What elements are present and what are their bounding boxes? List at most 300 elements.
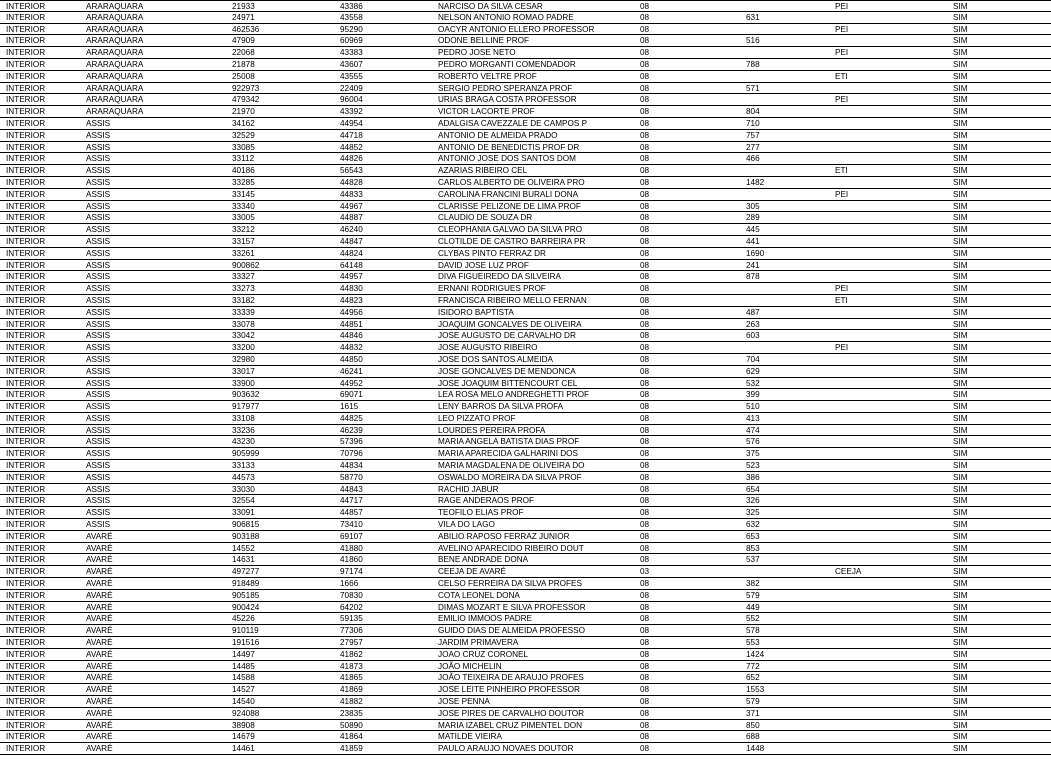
count-cell: 579 bbox=[746, 697, 760, 707]
school-name-cell: JOSE AUGUSTO RIBEIRO bbox=[438, 343, 538, 353]
school-code-cell: 14497 bbox=[232, 649, 255, 659]
flag-cell: SIM bbox=[953, 720, 968, 730]
region-cell: INTERIOR bbox=[6, 543, 46, 553]
school-name-cell: FRANCISCA RIBEIRO MELLO FERNAN bbox=[438, 295, 587, 305]
school-code-cell: 922973 bbox=[232, 83, 260, 93]
unit-code-cell: 46240 bbox=[340, 225, 363, 235]
program-cell bbox=[835, 602, 945, 613]
city-cell: ASSIS bbox=[86, 461, 111, 471]
region-cell: INTERIOR bbox=[6, 732, 46, 742]
school-name-cell: LENY BARROS DA SILVA PROFA bbox=[438, 402, 564, 412]
program-cell bbox=[835, 731, 945, 742]
program-cell bbox=[835, 224, 945, 235]
flag-cell: SIM bbox=[953, 236, 968, 246]
school-name-cell: CELSO FERREIRA DA SILVA PROFES bbox=[438, 579, 582, 589]
school-name-cell: DAVID JOSE LUZ PROF bbox=[438, 260, 529, 270]
count-cell: 441 bbox=[746, 236, 760, 246]
school-code-cell: 33273 bbox=[232, 284, 255, 294]
program-cell bbox=[835, 330, 945, 341]
grade-cell: 08 bbox=[640, 272, 650, 282]
unit-code-cell: 58770 bbox=[340, 472, 363, 482]
school-code-cell: 900862 bbox=[232, 260, 260, 270]
unit-code-cell: 70796 bbox=[340, 449, 363, 459]
city-cell: AVARÉ bbox=[86, 531, 113, 541]
program-cell: ETI bbox=[835, 295, 848, 305]
count-cell: 1482 bbox=[746, 177, 765, 187]
count-cell: 277 bbox=[746, 142, 760, 152]
city-cell: AVARÉ bbox=[86, 685, 113, 695]
flag-cell: SIM bbox=[953, 413, 968, 423]
city-cell: ASSIS bbox=[86, 166, 111, 176]
program-cell: PEI bbox=[835, 95, 849, 105]
program-cell bbox=[835, 472, 945, 483]
school-name-cell: MARIA ANGELA BATISTA DIAS PROF bbox=[438, 437, 580, 447]
city-cell: AVARÉ bbox=[86, 590, 113, 600]
count-cell: 466 bbox=[746, 154, 760, 164]
region-cell: INTERIOR bbox=[6, 378, 46, 388]
grade-cell: 08 bbox=[640, 496, 650, 506]
school-code-cell: 33236 bbox=[232, 425, 255, 435]
table-row bbox=[0, 389, 1051, 401]
grade-cell: 08 bbox=[640, 284, 650, 294]
table-row bbox=[0, 378, 1051, 390]
school-code-cell: 14461 bbox=[232, 744, 255, 754]
table-row bbox=[0, 295, 1051, 307]
unit-code-cell: 69107 bbox=[340, 531, 363, 541]
unit-code-cell: 44833 bbox=[340, 189, 363, 199]
table-row bbox=[0, 696, 1051, 708]
region-cell: INTERIOR bbox=[6, 48, 46, 58]
grade-cell: 08 bbox=[640, 484, 650, 494]
program-cell: PEI bbox=[835, 189, 849, 199]
grade-cell: 08 bbox=[640, 248, 650, 258]
grade-cell: 08 bbox=[640, 461, 650, 471]
table-row bbox=[0, 460, 1051, 472]
table-row bbox=[0, 602, 1051, 614]
city-cell: ASSIS bbox=[86, 177, 111, 187]
city-cell: ARARAQUARA bbox=[86, 107, 144, 117]
school-name-cell: LOURDES PEREIRA PROFA bbox=[438, 425, 546, 435]
program-cell bbox=[835, 637, 945, 648]
program-cell bbox=[835, 743, 945, 754]
unit-code-cell: 44828 bbox=[340, 177, 363, 187]
school-code-cell: 33157 bbox=[232, 236, 255, 246]
table-row bbox=[0, 637, 1051, 649]
school-name-cell: ISIDORO BAPTISTA bbox=[438, 307, 514, 317]
city-cell: ASSIS bbox=[86, 248, 111, 258]
table-row bbox=[0, 366, 1051, 378]
school-name-cell: MARIA MAGDALENA DE OLIVEIRA DO bbox=[438, 461, 585, 471]
unit-code-cell: 41859 bbox=[340, 744, 363, 754]
region-cell: INTERIOR bbox=[6, 390, 46, 400]
region-cell: INTERIOR bbox=[6, 673, 46, 683]
unit-code-cell: 96004 bbox=[340, 95, 363, 105]
city-cell: ASSIS bbox=[86, 154, 111, 164]
program-cell: PEI bbox=[835, 343, 849, 353]
flag-cell: SIM bbox=[953, 201, 968, 211]
unit-code-cell: 43558 bbox=[340, 12, 363, 22]
flag-cell: SIM bbox=[953, 673, 968, 683]
grade-cell: 08 bbox=[640, 708, 650, 718]
table-row bbox=[0, 743, 1051, 755]
region-cell: INTERIOR bbox=[6, 24, 46, 34]
grade-cell: 08 bbox=[640, 36, 650, 46]
school-code-cell: 497277 bbox=[232, 567, 260, 577]
region-cell: INTERIOR bbox=[6, 2, 46, 11]
city-cell: ASSIS bbox=[86, 472, 111, 482]
city-cell: AVARÉ bbox=[86, 602, 113, 612]
grade-cell: 08 bbox=[640, 236, 650, 246]
program-cell bbox=[835, 307, 945, 318]
unit-code-cell: 44846 bbox=[340, 331, 363, 341]
unit-code-cell: 44957 bbox=[340, 272, 363, 282]
program-cell bbox=[835, 354, 945, 365]
grade-cell: 08 bbox=[640, 508, 650, 518]
count-cell: 375 bbox=[746, 449, 760, 459]
grade-cell: 08 bbox=[640, 390, 650, 400]
grade-cell: 08 bbox=[640, 626, 650, 636]
flag-cell: SIM bbox=[953, 260, 968, 270]
grade-cell: 08 bbox=[640, 520, 650, 530]
school-code-cell: 906815 bbox=[232, 520, 260, 530]
program-cell bbox=[835, 389, 945, 400]
count-cell bbox=[746, 295, 832, 306]
program-cell bbox=[835, 212, 945, 223]
program-cell bbox=[835, 201, 945, 212]
count-cell: 537 bbox=[746, 555, 760, 565]
count-cell: 523 bbox=[746, 461, 760, 471]
table-row bbox=[0, 649, 1051, 661]
school-name-cell: OACYR ANTONIO ELLERO PROFESSOR bbox=[438, 24, 595, 34]
table-row bbox=[0, 319, 1051, 331]
grade-cell: 08 bbox=[640, 307, 650, 317]
count-cell: 449 bbox=[746, 602, 760, 612]
grade-cell: 08 bbox=[640, 531, 650, 541]
city-cell: AVARÉ bbox=[86, 567, 113, 577]
region-cell: INTERIOR bbox=[6, 602, 46, 612]
region-cell: INTERIOR bbox=[6, 12, 46, 22]
program-cell bbox=[835, 448, 945, 459]
unit-code-cell: 43383 bbox=[340, 48, 363, 58]
count-cell: 878 bbox=[746, 272, 760, 282]
school-name-cell: TEOFILO ELIAS PROF bbox=[438, 508, 524, 518]
table-row bbox=[0, 224, 1051, 236]
program-cell bbox=[835, 83, 945, 94]
unit-code-cell: 44830 bbox=[340, 284, 363, 294]
flag-cell: SIM bbox=[953, 402, 968, 412]
flag-cell: SIM bbox=[953, 732, 968, 742]
region-cell: INTERIOR bbox=[6, 496, 46, 506]
program-cell bbox=[835, 519, 945, 530]
school-code-cell: 33340 bbox=[232, 201, 255, 211]
table-row bbox=[0, 118, 1051, 130]
school-code-cell: 47909 bbox=[232, 36, 255, 46]
region-cell: INTERIOR bbox=[6, 295, 46, 305]
region-cell: INTERIOR bbox=[6, 307, 46, 317]
table-row bbox=[0, 71, 1051, 83]
flag-cell: SIM bbox=[953, 343, 968, 353]
unit-code-cell: 43386 bbox=[340, 2, 363, 11]
table-row bbox=[0, 566, 1051, 578]
table-row bbox=[0, 354, 1051, 366]
region-cell: INTERIOR bbox=[6, 225, 46, 235]
table-row bbox=[0, 613, 1051, 625]
count-cell: 631 bbox=[746, 12, 760, 22]
flag-cell: SIM bbox=[953, 107, 968, 117]
school-code-cell: 14485 bbox=[232, 661, 255, 671]
flag-cell: SIM bbox=[953, 354, 968, 364]
school-name-cell: AVELINO APARECIDO RIBEIRO DOUT bbox=[438, 543, 584, 553]
unit-code-cell: 41880 bbox=[340, 543, 363, 553]
region-cell: INTERIOR bbox=[6, 366, 46, 376]
city-cell: ARARAQUARA bbox=[86, 83, 144, 93]
count-cell: 1448 bbox=[746, 744, 765, 754]
count-cell bbox=[746, 71, 832, 82]
city-cell: ASSIS bbox=[86, 201, 111, 211]
count-cell: 632 bbox=[746, 520, 760, 530]
grade-cell: 08 bbox=[640, 260, 650, 270]
school-name-cell: DIVA FIGUEIREDO DA SILVEIRA bbox=[438, 272, 561, 282]
school-name-cell: CLOTILDE DE CASTRO BARREIRA PR bbox=[438, 236, 586, 246]
count-cell: 653 bbox=[746, 531, 760, 541]
school-name-cell: ODONE BELLINE PROF bbox=[438, 36, 529, 46]
table-row bbox=[0, 484, 1051, 496]
unit-code-cell: 23835 bbox=[340, 708, 363, 718]
flag-cell: SIM bbox=[953, 95, 968, 105]
grade-cell: 08 bbox=[640, 472, 650, 482]
school-name-cell: CARLOS ALBERTO DE OLIVEIRA PRO bbox=[438, 177, 585, 187]
grade-cell: 08 bbox=[640, 331, 650, 341]
table-row bbox=[0, 94, 1051, 106]
grade-cell: 08 bbox=[640, 71, 650, 81]
school-name-cell: ABILIO RAPOSO FERRAZ JUNIOR bbox=[438, 531, 570, 541]
school-name-cell: JOSE JOAQUIM BITTENCOURT CEL bbox=[438, 378, 578, 388]
school-name-cell: OSWALDO MOREIRA DA SILVA PROF bbox=[438, 472, 582, 482]
table-row bbox=[0, 543, 1051, 555]
flag-cell: SIM bbox=[953, 24, 968, 34]
table-row bbox=[0, 720, 1051, 732]
flag-cell: SIM bbox=[953, 390, 968, 400]
region-cell: INTERIOR bbox=[6, 626, 46, 636]
unit-code-cell: 44823 bbox=[340, 295, 363, 305]
school-name-cell: JOSE GONCALVES DE MENDONCA bbox=[438, 366, 576, 376]
table-row bbox=[0, 684, 1051, 696]
school-code-cell: 25008 bbox=[232, 71, 255, 81]
region-cell: INTERIOR bbox=[6, 685, 46, 695]
school-name-cell: JOSE DOS SANTOS ALMEIDA bbox=[438, 354, 553, 364]
region-cell: INTERIOR bbox=[6, 614, 46, 624]
flag-cell: SIM bbox=[953, 461, 968, 471]
school-name-cell: ANTONIO DE ALMEIDA PRADO bbox=[438, 130, 558, 140]
count-cell: 289 bbox=[746, 213, 760, 223]
program-cell bbox=[835, 531, 945, 542]
school-name-cell: URIAS BRAGA COSTA PROFESSOR bbox=[438, 95, 577, 105]
school-name-cell: JOÃO MICHELIN bbox=[438, 661, 502, 671]
unit-code-cell: 44717 bbox=[340, 496, 363, 506]
program-cell bbox=[835, 649, 945, 660]
school-name-cell: ANTONIO DE BENEDICTIS PROF DR bbox=[438, 142, 580, 152]
region-cell: INTERIOR bbox=[6, 472, 46, 482]
school-name-cell: LEO PIZZATO PROF bbox=[438, 413, 516, 423]
grade-cell: 08 bbox=[640, 425, 650, 435]
city-cell: ASSIS bbox=[86, 319, 111, 329]
table-row bbox=[0, 106, 1051, 118]
region-cell: INTERIOR bbox=[6, 744, 46, 754]
flag-cell: SIM bbox=[953, 638, 968, 648]
city-cell: ASSIS bbox=[86, 343, 111, 353]
table-row bbox=[0, 625, 1051, 637]
program-cell bbox=[835, 578, 945, 589]
program-cell bbox=[835, 153, 945, 164]
table-row bbox=[0, 83, 1051, 95]
school-code-cell: 917977 bbox=[232, 402, 260, 412]
city-cell: ASSIS bbox=[86, 272, 111, 282]
school-code-cell: 33285 bbox=[232, 177, 255, 187]
grade-cell: 08 bbox=[640, 602, 650, 612]
flag-cell: SIM bbox=[953, 142, 968, 152]
count-cell bbox=[746, 165, 832, 176]
program-cell: PEI bbox=[835, 2, 849, 11]
count-cell: 1553 bbox=[746, 685, 765, 695]
flag-cell: SIM bbox=[953, 626, 968, 636]
program-cell bbox=[835, 625, 945, 636]
region-cell: INTERIOR bbox=[6, 118, 46, 128]
table-row bbox=[0, 590, 1051, 602]
school-name-cell: JOSE LEITE PINHEIRO PROFESSOR bbox=[438, 685, 580, 695]
unit-code-cell: 43555 bbox=[340, 71, 363, 81]
school-name-cell: MARIA APARECIDA GALHARINI DOS bbox=[438, 449, 578, 459]
grade-cell: 08 bbox=[640, 295, 650, 305]
school-code-cell: 33017 bbox=[232, 366, 255, 376]
unit-code-cell: 43607 bbox=[340, 59, 363, 69]
unit-code-cell: 60969 bbox=[340, 36, 363, 46]
city-cell: ASSIS bbox=[86, 118, 111, 128]
grade-cell: 08 bbox=[640, 543, 650, 553]
city-cell: ASSIS bbox=[86, 307, 111, 317]
unit-code-cell: 44850 bbox=[340, 354, 363, 364]
table-row bbox=[0, 59, 1051, 71]
city-cell: ARARAQUARA bbox=[86, 48, 144, 58]
count-cell: 445 bbox=[746, 225, 760, 235]
program-cell bbox=[835, 460, 945, 471]
count-cell bbox=[746, 342, 832, 353]
count-cell: 1424 bbox=[746, 649, 765, 659]
flag-cell: SIM bbox=[953, 319, 968, 329]
program-cell bbox=[835, 248, 945, 259]
unit-code-cell: 46239 bbox=[340, 425, 363, 435]
school-code-cell: 14679 bbox=[232, 732, 255, 742]
city-cell: ARARAQUARA bbox=[86, 59, 144, 69]
school-name-cell: ANTONIO JOSE DOS SANTOS DOM bbox=[438, 154, 576, 164]
program-cell: PEI bbox=[835, 284, 849, 294]
school-code-cell: 900424 bbox=[232, 602, 260, 612]
table-row bbox=[0, 142, 1051, 154]
region-cell: INTERIOR bbox=[6, 154, 46, 164]
count-cell: 688 bbox=[746, 732, 760, 742]
unit-code-cell: 43392 bbox=[340, 107, 363, 117]
region-cell: INTERIOR bbox=[6, 248, 46, 258]
school-code-cell: 33200 bbox=[232, 343, 255, 353]
city-cell: ASSIS bbox=[86, 284, 111, 294]
school-code-cell: 479342 bbox=[232, 95, 260, 105]
unit-code-cell: 64202 bbox=[340, 602, 363, 612]
region-cell: INTERIOR bbox=[6, 142, 46, 152]
school-name-cell: PEDRO JOSE NETO bbox=[438, 48, 516, 58]
program-cell bbox=[835, 378, 945, 389]
grade-cell: 08 bbox=[640, 614, 650, 624]
city-cell: ASSIS bbox=[86, 496, 111, 506]
city-cell: ASSIS bbox=[86, 260, 111, 270]
count-cell: 850 bbox=[746, 720, 760, 730]
table-row bbox=[0, 248, 1051, 260]
region-cell: INTERIOR bbox=[6, 213, 46, 223]
unit-code-cell: 44824 bbox=[340, 248, 363, 258]
program-cell bbox=[835, 684, 945, 695]
grade-cell: 08 bbox=[640, 378, 650, 388]
count-cell bbox=[746, 24, 832, 35]
table-row bbox=[0, 153, 1051, 165]
count-cell bbox=[746, 47, 832, 58]
unit-code-cell: 50890 bbox=[340, 720, 363, 730]
city-cell: ASSIS bbox=[86, 425, 111, 435]
region-cell: INTERIOR bbox=[6, 402, 46, 412]
grade-cell: 08 bbox=[640, 697, 650, 707]
program-cell bbox=[835, 720, 945, 731]
count-cell: 487 bbox=[746, 307, 760, 317]
table-row bbox=[0, 0, 1051, 12]
program-cell bbox=[835, 142, 945, 153]
school-name-cell: MARIA IZABEL CRUZ PIMENTEL DON bbox=[438, 720, 583, 730]
school-code-cell: 45226 bbox=[232, 614, 255, 624]
unit-code-cell: 44857 bbox=[340, 508, 363, 518]
school-code-cell: 33339 bbox=[232, 307, 255, 317]
unit-code-cell: 57396 bbox=[340, 437, 363, 447]
region-cell: INTERIOR bbox=[6, 331, 46, 341]
region-cell: INTERIOR bbox=[6, 508, 46, 518]
unit-code-cell: 70830 bbox=[340, 590, 363, 600]
region-cell: INTERIOR bbox=[6, 437, 46, 447]
city-cell: ASSIS bbox=[86, 378, 111, 388]
count-cell: 326 bbox=[746, 496, 760, 506]
flag-cell: SIM bbox=[953, 331, 968, 341]
count-cell bbox=[746, 189, 832, 200]
city-cell: AVARÉ bbox=[86, 543, 113, 553]
count-cell: 510 bbox=[746, 402, 760, 412]
grade-cell: 08 bbox=[640, 2, 650, 11]
count-cell: 579 bbox=[746, 590, 760, 600]
school-code-cell: 191516 bbox=[232, 638, 260, 648]
unit-code-cell: 56543 bbox=[340, 166, 363, 176]
table-row bbox=[0, 472, 1051, 484]
grade-cell: 08 bbox=[640, 366, 650, 376]
school-name-cell: LEA ROSA MELO ANDREGHETTI PROF bbox=[438, 390, 590, 400]
city-cell: ASSIS bbox=[86, 189, 111, 199]
flag-cell: SIM bbox=[953, 484, 968, 494]
school-name-cell: CLYBAS PINTO FERRAZ DR bbox=[438, 248, 546, 258]
city-cell: AVARÉ bbox=[86, 614, 113, 624]
region-cell: INTERIOR bbox=[6, 260, 46, 270]
school-name-cell: JOAO CRUZ CORONEL bbox=[438, 649, 529, 659]
region-cell: INTERIOR bbox=[6, 59, 46, 69]
grade-cell: 08 bbox=[640, 579, 650, 589]
school-name-cell: RACHID JABUR bbox=[438, 484, 499, 494]
city-cell: ASSIS bbox=[86, 354, 111, 364]
program-cell: CEEJA bbox=[835, 567, 862, 577]
table-row bbox=[0, 35, 1051, 47]
city-cell: ASSIS bbox=[86, 295, 111, 305]
table-row bbox=[0, 531, 1051, 543]
school-code-cell: 14588 bbox=[232, 673, 255, 683]
